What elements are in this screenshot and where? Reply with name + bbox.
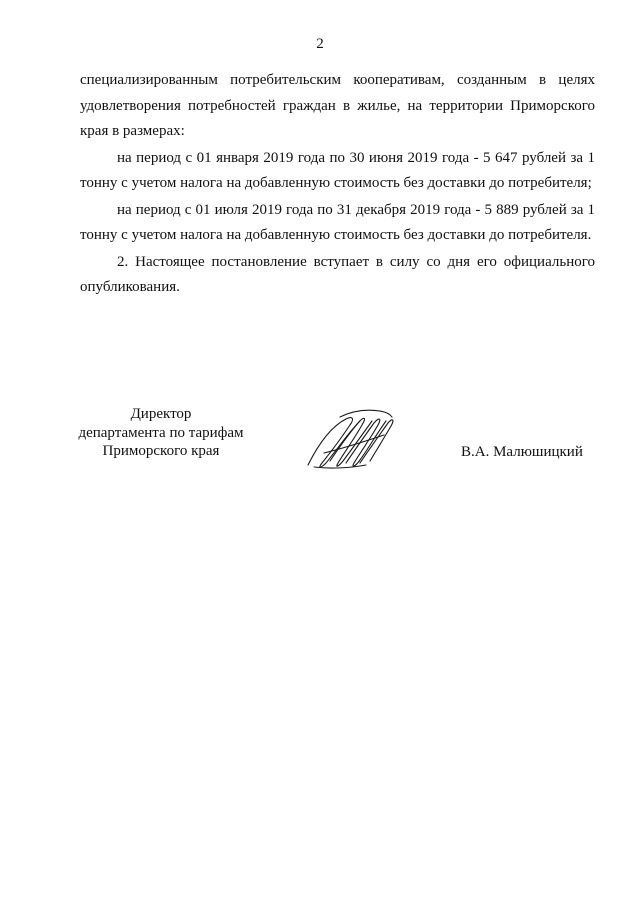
signatory-title: [76, 405, 246, 461]
handwritten-signature: [300, 405, 400, 477]
paragraph-period-first-half: на период с 01 января 2019 года по 30 июня 2019 года - 5 647 рублей за 1 тонну с учетом налога на добавленную стоимость без доставки до потребителя;: [80, 149, 595, 191]
page-number: 2: [316, 36, 324, 52]
paragraph-period-second-half: на период с 01 июля 2019 года по 31 декабря 2019 года - 5 889 рублей за 1 тонну с учетом налога на добавленную стоимость без доставки до потребителя.: [80, 201, 595, 243]
signatory-title-line-2: департамента по тарифам: [78, 424, 244, 441]
signatory-name: В.А. Малюшицкий: [461, 444, 583, 460]
signatory-title-line-1: Директор: [130, 406, 192, 422]
paragraph-effective-date: 2. Настоящее постановление вступает в силу со дня его официального опубликования.: [80, 253, 595, 295]
document-body: [80, 68, 595, 301]
paragraph-continuation: специализированным потребительским кооперативам, созданным в целях удовлетворения потребностей граждан в жилье, на территории Приморского края в размерах:: [80, 72, 595, 139]
signatory-title-line-3: Приморского края: [102, 443, 220, 459]
